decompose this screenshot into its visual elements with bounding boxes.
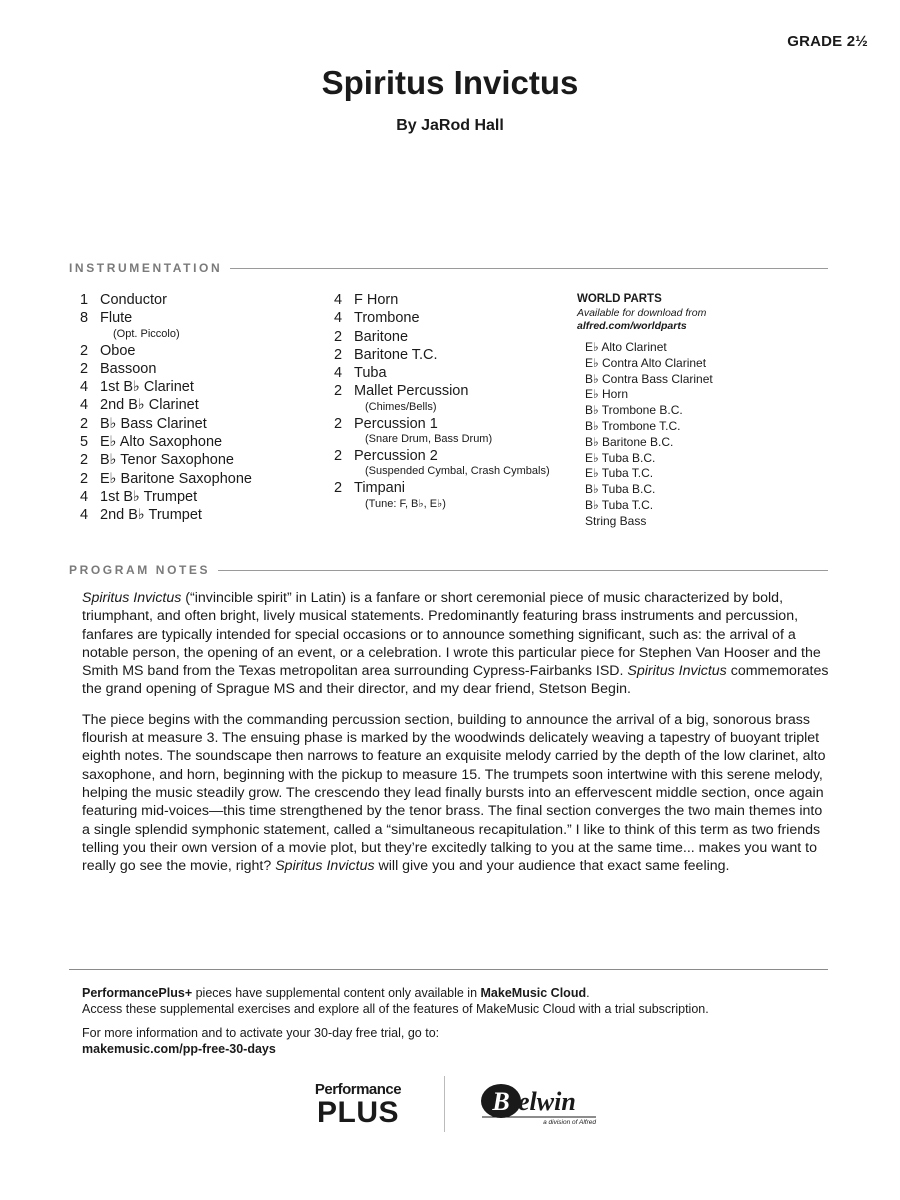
instrument-row <box>334 447 550 465</box>
instrument-count: 2 <box>334 328 343 345</box>
footer-url-text[interactable]: makemusic.com/pp-free-30-days <box>82 1042 276 1056</box>
instrument-row <box>334 328 550 346</box>
belwin-subtitle: a division of Alfred <box>543 1119 596 1126</box>
instrument-count: 4 <box>80 397 89 414</box>
footer-divider <box>69 969 828 970</box>
instrument-name: Flute <box>100 310 133 327</box>
instrument-name: Tuba <box>354 365 387 382</box>
instrument-count: 2 <box>80 415 89 432</box>
logo-divider <box>444 1076 445 1132</box>
instrument-count: 4 <box>334 310 343 327</box>
piece-title-italic: Spiritus Invictus <box>82 590 182 606</box>
composer-byline: By JaRod Hall <box>396 117 504 134</box>
instrument-name: Percussion 1 <box>354 415 438 432</box>
notes-text: (“invincible spirit” in Latin) is a fanfare or short ceremonial piece of music characterized by bold, triumphant, and often bright, lively musical statements. Predominantly featuring brass instruments and percussion, fanfares are typically intended for special occasions or to announce something significant, such as: the arrival of a notable person, the opening of an event, or a celebration. I wrote this particular piece for Stephen Van Hooser and the Smith MS band from the Texas metropolitan area surrounding Cypress-Fairbanks ISD. <box>82 590 821 680</box>
performanceplus-brand: PerformancePlus+ <box>82 986 193 1000</box>
instrument-name: 1st B♭ Clarinet <box>100 379 194 396</box>
instrument-row <box>80 378 252 396</box>
instrument-name: B♭ Bass Clarinet <box>100 415 207 432</box>
instrument-row <box>334 346 550 364</box>
notes-paragraph-2 <box>82 711 834 876</box>
pp-logo-bottom: PLUS <box>316 1096 399 1129</box>
instrument-note: (Suspended Cymbal, Crash Cymbals) <box>365 465 550 478</box>
instrument-count: 1 <box>80 292 89 308</box>
instrument-row <box>80 360 252 378</box>
belwin-initial: B <box>492 1087 510 1116</box>
belwin-wordmark: elwin <box>518 1087 576 1116</box>
instrument-name: E♭ Baritone Saxophone <box>100 470 252 487</box>
instrument-count: 2 <box>334 415 343 432</box>
instrument-count: 4 <box>80 488 89 505</box>
instrument-count: 4 <box>334 365 343 382</box>
instrument-count: 2 <box>80 452 89 469</box>
world-parts <box>577 292 713 530</box>
world-part-item: B♭ Tuba B.C. <box>585 482 656 497</box>
world-part-item: B♭ Tuba T.C. <box>585 497 654 512</box>
footer-line-2: Access these supplemental exercises and explore all of the features of MakeMusic Cloud with a trial subscription. <box>82 1002 709 1016</box>
program-notes-heading: PROGRAM NOTES <box>69 563 211 577</box>
instrument-name: Bassoon <box>100 360 157 377</box>
performance-plus-logo <box>308 1082 408 1128</box>
world-part-item: E♭ Horn <box>585 387 629 402</box>
instrumentation-header <box>69 261 828 275</box>
instrument-row <box>334 291 550 309</box>
instrument-name: Conductor <box>100 292 167 308</box>
notes-text: commemorates the grand opening of Sprague MS and their director, and my dear friend, Stetson Begin. <box>82 663 829 698</box>
footer-line-3: For more information and to activate your 30-day free trial, go to: <box>82 1026 440 1040</box>
instrumentation-heading: INSTRUMENTATION <box>69 261 223 275</box>
world-parts-available: Available for download from <box>577 307 707 319</box>
instrument-name: 2nd B♭ Trumpet <box>100 507 202 524</box>
instrumentation-column-1 <box>80 291 252 525</box>
instrument-count: 2 <box>80 470 89 487</box>
instrument-count: 4 <box>80 507 89 524</box>
instrument-row <box>80 451 252 469</box>
program-notes <box>82 589 834 887</box>
instrument-count: 5 <box>80 434 89 451</box>
instrument-note: (Chimes/Bells) <box>365 400 437 413</box>
instrument-row <box>334 309 550 327</box>
instrument-note: (Tune: F, B♭, E♭) <box>365 497 446 510</box>
instrument-row <box>80 470 252 488</box>
instrument-name: B♭ Tenor Saxophone <box>100 452 234 469</box>
instrument-count: 2 <box>334 480 343 497</box>
world-parts-list <box>585 340 713 530</box>
world-parts-heading: WORLD PARTS <box>577 293 662 305</box>
section-divider <box>218 570 828 571</box>
notes-paragraph-1 <box>82 589 834 699</box>
world-part-item: B♭ Trombone T.C. <box>585 418 681 433</box>
instrument-count: 2 <box>334 383 343 400</box>
pp-logo-top: Performance <box>314 1081 402 1098</box>
instrument-note: (Opt. Piccolo) <box>113 327 180 340</box>
world-part-item: E♭ Tuba B.C. <box>585 450 656 465</box>
world-part-item: B♭ Contra Bass Clarinet <box>585 371 713 386</box>
world-part-item: E♭ Tuba T.C. <box>585 466 654 481</box>
instrument-name: Percussion 2 <box>354 448 438 465</box>
instrument-name: Baritone <box>354 328 409 345</box>
instrument-count: 2 <box>80 342 89 359</box>
world-part-item: B♭ Trombone B.C. <box>585 403 683 418</box>
notes-text: will give you and your audience that exact same feeling. <box>374 858 730 875</box>
section-divider <box>230 268 828 269</box>
instrument-row <box>334 382 550 400</box>
instrument-row <box>334 364 550 382</box>
instrument-count: 4 <box>334 292 343 308</box>
footer-text: pieces have supplemental content only available in <box>192 986 481 1000</box>
instrument-count: 8 <box>80 310 89 327</box>
belwin-logo-mark <box>478 1079 603 1127</box>
world-part-item: E♭ Alto Clarinet <box>585 340 667 354</box>
notes-text: The piece begins with the commanding percussion section, building to announce the arrival of a big, sonorous brass flourish at measure 3. The ensuing phase is marked by the woodwinds delicately weaving a tapestry of buoyant triplet eighth notes. The soundscape then narrows to feature an exquisite melody carried by the depth of the low clarinet, alto saxophone, and horn, beginning with the pickup to measure 15. The trumpets soon intertwine with this serene melody, helping the music steadily grow. The crescendo they lead finally bursts into an effervescent middle section, once again featuring mid-voices—this time strengthened by the tenor brass. The final section converges the two main themes into a single splendid symphonic statement, called a “simultaneous recapitulation.” I like to think of this term as two friends telling you their own version of a movie plot, but they’re excitedly talking to you at the same time... makes you want to really go see the movie, right? <box>82 711 826 875</box>
instrumentation-column-2 <box>334 291 550 512</box>
instrument-count: 2 <box>334 448 343 465</box>
instrument-name: Mallet Percussion <box>354 383 469 400</box>
footer-line-1 <box>82 985 709 1001</box>
instrument-name: 1st B♭ Trumpet <box>100 488 198 505</box>
instrument-row <box>334 479 550 497</box>
instrument-row <box>80 342 252 360</box>
instrument-row <box>334 415 550 433</box>
instrument-name: Trombone <box>354 310 420 327</box>
instrument-count: 2 <box>80 360 89 377</box>
instrument-count: 4 <box>80 379 89 396</box>
footer-url[interactable] <box>82 1041 709 1057</box>
instrument-row <box>80 291 252 309</box>
world-part-item: E♭ Contra Alto Clarinet <box>585 355 707 370</box>
instrument-name: 2nd B♭ Clarinet <box>100 397 199 414</box>
instrument-row <box>80 433 252 451</box>
world-parts-url[interactable]: alfred.com/worldparts <box>577 320 687 332</box>
piece-title-italic: Spiritus Invictus <box>275 858 375 875</box>
world-part-item: String Bass <box>585 513 647 528</box>
instrument-note: (Snare Drum, Bass Drum) <box>365 433 493 446</box>
instrument-row <box>80 396 252 414</box>
instrument-row <box>80 415 252 433</box>
instrument-name: E♭ Alto Saxophone <box>100 434 223 451</box>
footer-info <box>82 985 709 1057</box>
footer-text: . <box>586 986 590 1000</box>
instrument-row <box>80 309 252 327</box>
belwin-logo <box>478 1079 603 1127</box>
instrument-name: Oboe <box>100 342 136 359</box>
instrument-row <box>80 506 252 524</box>
instrument-name: F Horn <box>354 292 399 308</box>
program-notes-header <box>69 563 828 577</box>
instrument-row <box>80 488 252 506</box>
world-part-item: B♭ Baritone B.C. <box>585 434 674 449</box>
piece-title-italic: Spiritus Invictus <box>627 663 727 680</box>
grade-level: GRADE 2½ <box>787 33 868 50</box>
page-title: Spiritus Invictus <box>321 64 579 101</box>
makemusic-cloud: MakeMusic Cloud <box>480 986 587 1000</box>
instrument-name: Baritone T.C. <box>354 346 438 363</box>
instrument-name: Timpani <box>354 480 406 497</box>
instrument-count: 2 <box>334 346 343 363</box>
